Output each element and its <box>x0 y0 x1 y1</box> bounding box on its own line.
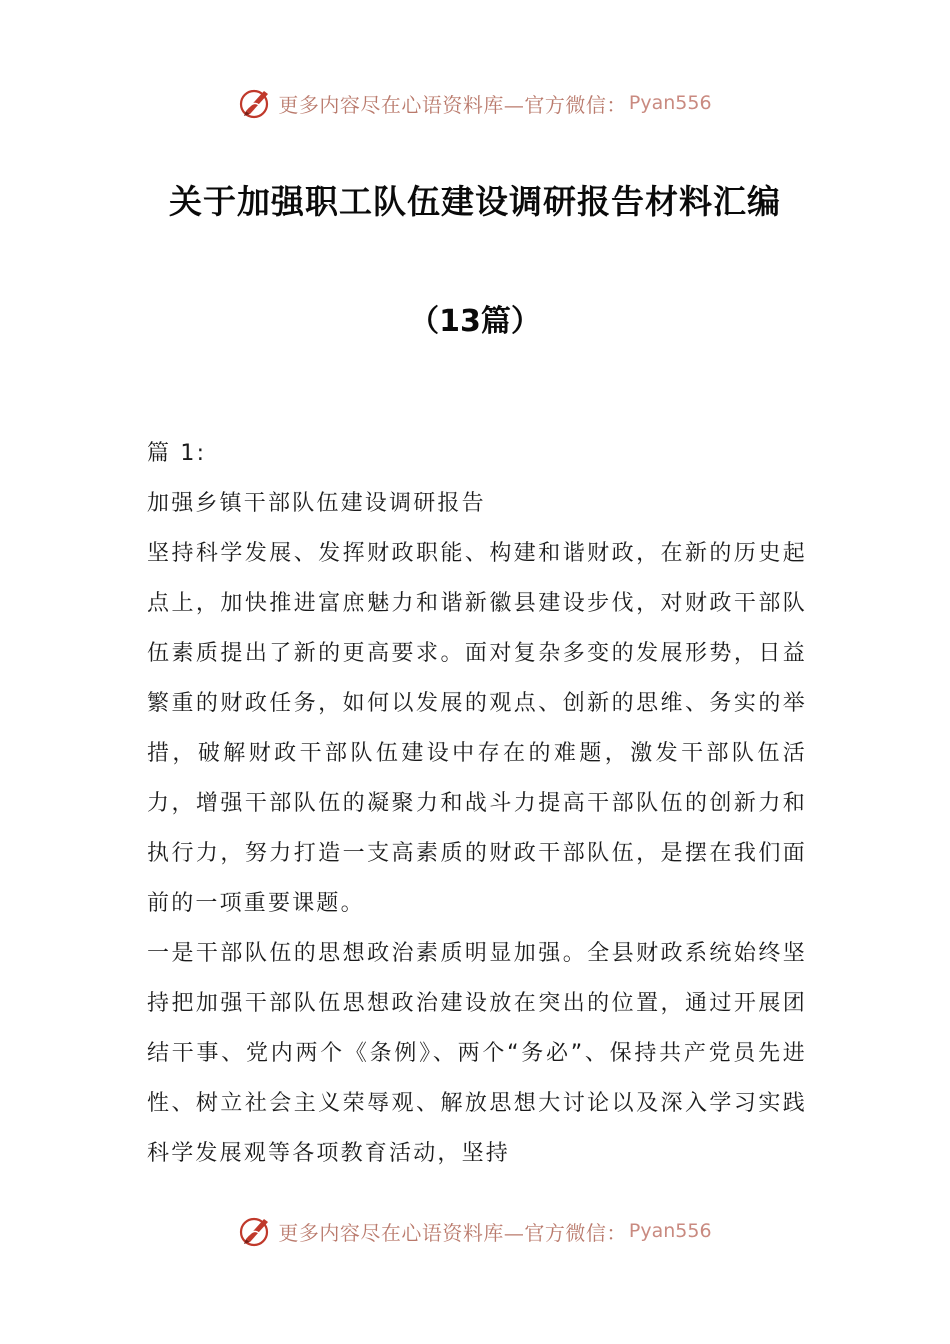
watermark-text: 更多内容尽在心语资料库—官方微信： <box>278 1220 627 1245</box>
watermark-wechat-id: Pyan556 <box>628 92 712 114</box>
paragraph: 一是干部队伍的思想政治素质明显加强。全县财政系统始终坚持把加强干部队伍思想政治建设放在突出的位置，通过开展团结干事、党内两个《条例》、两个“务必”、保持共产党员先进性、树立社会主义荣辱观、解放思想大讨论以及深入学习实践科学发展观等各项教育活动，坚持 <box>147 941 807 1166</box>
pen-logo-icon <box>238 85 274 121</box>
paragraph: 坚持科学发展、发挥财政职能、构建和谐财政，在新的历史起点上，加快推进富庶魅力和谐新徽县建设步伐，对财政干部队伍素质提出了新的更高要求。面对复杂多变的发展形势，日益繁重的财政任务，如何以发展的观点、创新的思维、务实的举措，破解财政干部队伍建设中存在的难题，激发干部队伍活力，增强干部队伍的凝聚力和战斗力提高干部队伍的创新力和执行力，努力打造一支高素质的财政干部队伍，是摆在我们面前的一项重要课题。 <box>147 541 807 916</box>
watermark-text: 更多内容尽在心语资料库—官方微信： <box>278 92 627 117</box>
pen-logo-icon <box>238 1213 274 1249</box>
watermark-banner-top <box>0 83 950 123</box>
article-heading: 加强乡镇干部队伍建设调研报告 <box>147 491 486 516</box>
section-label: 篇 1: <box>147 441 207 466</box>
document-title: 关于加强职工队伍建设调研报告材料汇编 <box>169 182 781 221</box>
watermark-wechat-id: Pyan556 <box>628 1220 712 1242</box>
watermark-banner-bottom <box>0 1211 950 1251</box>
document-subtitle: （13篇） <box>409 304 541 339</box>
